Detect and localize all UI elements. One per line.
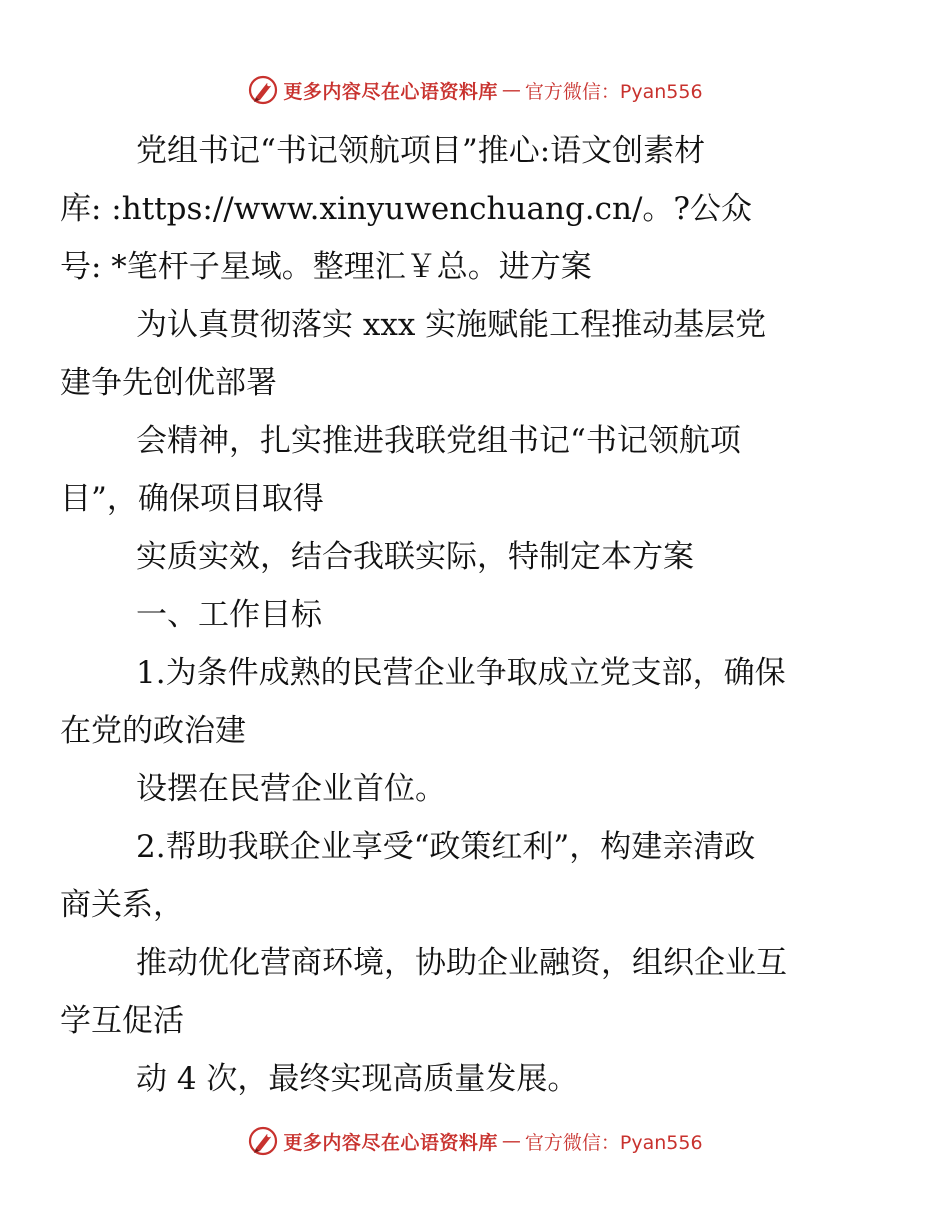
pen-logo-icon bbox=[247, 1125, 279, 1157]
header-dash: — bbox=[501, 79, 521, 101]
paragraph-line: 会精神，扎实推进我联党组书记“书记领航项 bbox=[136, 423, 741, 459]
paragraph-line: 在党的政治建 bbox=[60, 713, 246, 749]
paragraph bbox=[60, 644, 858, 760]
page-header bbox=[0, 70, 950, 110]
paragraph-line: 1.为条件成熟的民营企业争取成立党支部，确保 bbox=[136, 655, 786, 691]
header-brand bbox=[247, 74, 702, 106]
paragraph-line: 2.帮助我联企业享受“政策红利”，构建亲清政 bbox=[136, 829, 756, 865]
paragraph-line: 商关系， bbox=[60, 887, 184, 923]
paragraph bbox=[60, 412, 858, 528]
footer-dash: — bbox=[501, 1130, 521, 1152]
paragraph-line: 设摆在民营企业首位。 bbox=[136, 771, 446, 807]
paragraph bbox=[60, 296, 858, 412]
document-body bbox=[60, 122, 858, 1108]
header-wechat-text: 官方微信：Pyan556 bbox=[524, 80, 703, 103]
paragraph-line: 库: :https://www.xinyuwenchuang.cn/。?公众 bbox=[60, 191, 753, 227]
paragraph-line: 建争先创优部署 bbox=[60, 365, 277, 401]
footer-brand bbox=[247, 1125, 702, 1157]
paragraph-line: 学互促活 bbox=[60, 1003, 184, 1039]
page-footer bbox=[0, 1121, 950, 1161]
paragraph-line: 实质实效，结合我联实际，特制定本方案 bbox=[136, 539, 694, 575]
paragraph bbox=[98, 760, 858, 818]
paragraph bbox=[60, 122, 858, 296]
paragraph-line: 为认真贯彻落实 xxx 实施赋能工程推动基层党 bbox=[136, 307, 767, 343]
paragraph-line: 目”，确保项目取得 bbox=[60, 481, 324, 517]
header-brand-text: 更多内容尽在心语资料库 bbox=[283, 80, 498, 103]
paragraph bbox=[60, 934, 858, 1050]
paragraph-line: 推动优化营商环境，协助企业融资，组织企业互 bbox=[136, 945, 787, 981]
paragraph-line: 一、工作目标 bbox=[136, 597, 322, 633]
footer-wechat-text: 官方微信：Pyan556 bbox=[524, 1131, 703, 1154]
paragraph bbox=[98, 1050, 858, 1108]
paragraph-line: 党组书记“书记领航项目”推心:语文创素材 bbox=[136, 133, 706, 169]
section-heading bbox=[98, 586, 858, 644]
paragraph-line: 号: *笔杆子星域。整理汇￥总。进方案 bbox=[60, 249, 592, 285]
footer-brand-text: 更多内容尽在心语资料库 bbox=[283, 1131, 498, 1154]
pen-logo-icon bbox=[247, 74, 279, 106]
paragraph bbox=[60, 818, 858, 934]
paragraph-line: 动 4 次，最终实现高质量发展。 bbox=[136, 1061, 579, 1097]
paragraph bbox=[98, 528, 858, 586]
